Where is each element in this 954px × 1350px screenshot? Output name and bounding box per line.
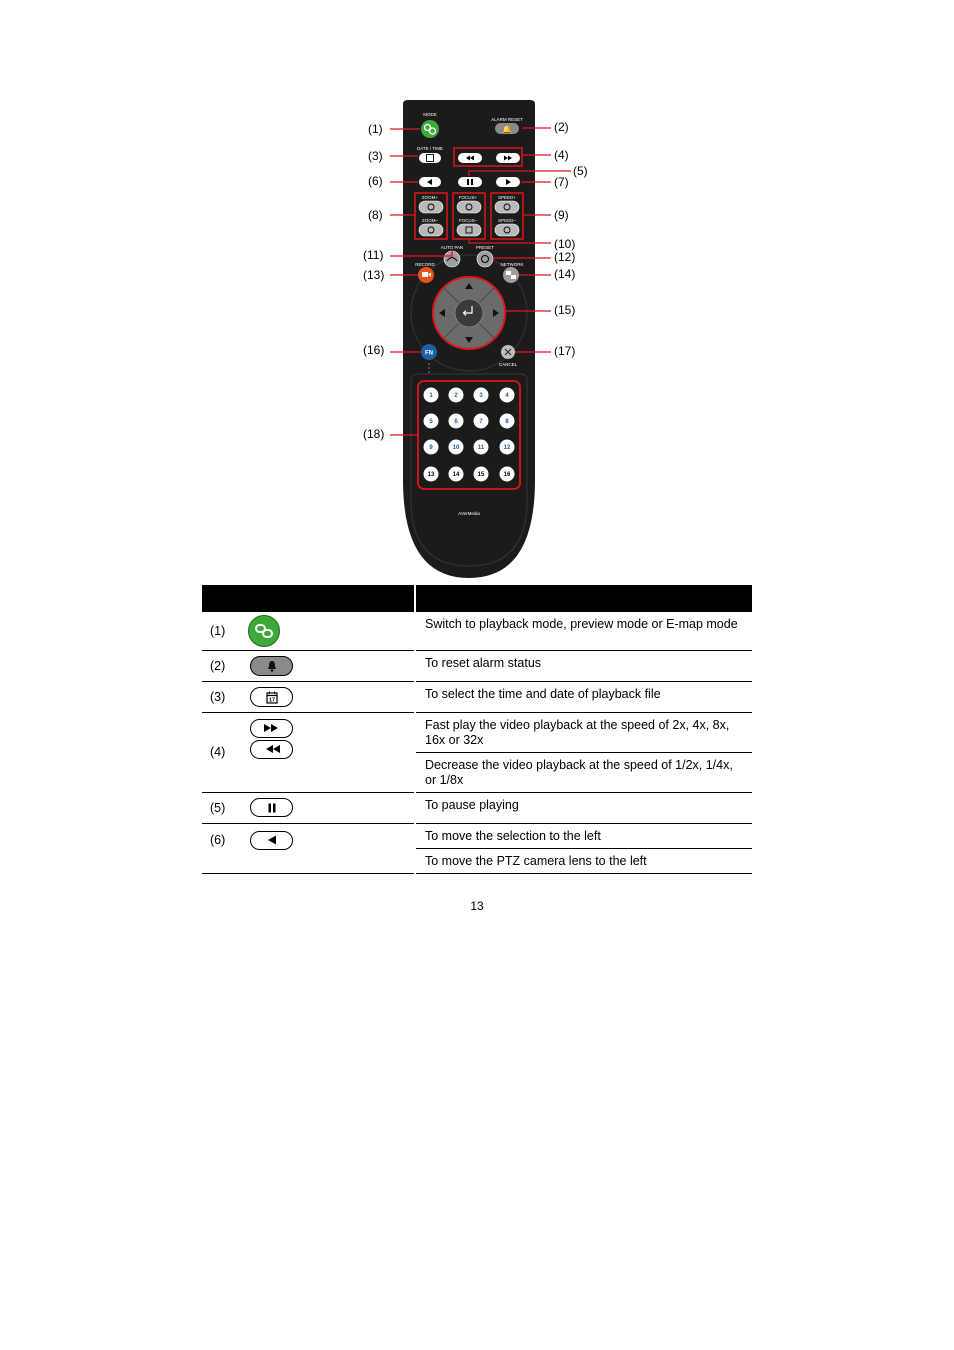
row-description: To move the selection to the left (416, 823, 752, 848)
mode-label: MODE (423, 112, 437, 117)
zoom-plus-button (419, 201, 443, 213)
callout-5: (5) (573, 164, 588, 178)
number-key-label: 12 (503, 445, 511, 452)
preset-label: PRESET (475, 245, 495, 250)
row-number: (1) (202, 612, 248, 650)
callout-9: (9) (554, 208, 569, 222)
callout-2: (2) (554, 120, 569, 134)
number-key-label: 10 (452, 445, 460, 452)
focus-plus-label: FOCUS+ (458, 195, 478, 200)
callout-15: (15) (554, 303, 576, 317)
callout-6: (6) (368, 174, 383, 188)
pause-icon (250, 798, 293, 817)
callout-17: (17) (554, 344, 576, 358)
mode-icon (248, 615, 280, 647)
number-key-label: 8 (505, 419, 509, 426)
focus-minus-button (457, 224, 481, 236)
number-key-label: 15 (477, 472, 485, 479)
button-function-table (202, 585, 752, 874)
svg-text:17: 17 (268, 697, 275, 703)
auto-pan-label: AUTO PAN (440, 245, 464, 250)
cancel-label: CANCEL (498, 362, 518, 367)
row-number: (4) (202, 712, 248, 792)
alarm-reset-label: ALARM RESET (491, 117, 523, 122)
number-key-label: 2 (454, 393, 458, 400)
callout-14: (14) (554, 267, 576, 281)
speed-plus-button (495, 201, 519, 213)
callout-8: (8) (368, 208, 383, 222)
speed-minus-button (495, 224, 519, 236)
date-time-label: DATE / TIME (416, 146, 444, 151)
network-label: NETWORK (500, 262, 524, 267)
left-arrow-icon (250, 831, 293, 850)
record-label: RECORD (415, 262, 435, 267)
row-description: Fast play the video playback at the speed of 2x, 4x, 8x, 16x or 32x (416, 712, 752, 752)
callout-13: (13) (363, 268, 385, 282)
row-number: (2) (202, 650, 248, 681)
number-key-label: 16 (503, 472, 511, 479)
rewind-icon (250, 740, 293, 759)
zoom-minus-label: ZOOM– (421, 218, 439, 223)
fn-label: FN (425, 350, 433, 357)
callout-11: (11) (363, 248, 384, 262)
preset-button (477, 251, 493, 267)
table-row (202, 650, 752, 681)
number-key-label: 9 (429, 445, 433, 452)
alarm-reset-icon (250, 656, 293, 676)
zoom-minus-button (419, 224, 443, 236)
table-row (202, 823, 752, 848)
row-description: To pause playing (416, 792, 752, 823)
callout-18: (18) (363, 427, 385, 441)
callout-10: (10) (554, 237, 576, 251)
number-key-label: 5 (429, 419, 433, 426)
row-number: (6) (202, 823, 248, 873)
table-row (202, 612, 752, 650)
table-row (202, 681, 752, 712)
row-description: To select the time and date of playback file (416, 681, 752, 712)
table-row (202, 792, 752, 823)
calendar-icon (250, 687, 293, 707)
callout-12: (12) (554, 250, 576, 264)
table-header-col-2 (416, 585, 752, 612)
number-key-label: 13 (427, 472, 435, 479)
table-header-col-1 (202, 585, 414, 612)
row-description: To reset alarm status (416, 650, 752, 681)
speed-minus-label: SPEED– (498, 218, 516, 223)
row-number: (3) (202, 681, 248, 712)
zoom-plus-label: ZOOM+ (421, 195, 439, 200)
remote-control-figure (0, 0, 954, 580)
speed-plus-label: SPEED+ (498, 195, 516, 200)
svg-text:🔔: 🔔 (502, 125, 512, 134)
callout-3: (3) (368, 149, 383, 163)
pause-button (458, 177, 482, 187)
callout-16: (16) (363, 343, 385, 357)
callout-1: (1) (368, 122, 383, 136)
number-key-label: 1 (429, 393, 433, 400)
row-description: Decrease the video playback at the speed of 1/2x, 1/4x, or 1/8x (416, 752, 752, 792)
number-key-label: 11 (477, 445, 485, 452)
brand-label: AVerMedia (458, 511, 480, 516)
focus-plus-button (457, 201, 481, 213)
table-header (202, 585, 752, 612)
row-number: (5) (202, 792, 248, 823)
fast-forward-icon (250, 719, 293, 738)
row-description: To move the PTZ camera lens to the left (416, 848, 752, 873)
row-description: Switch to playback mode, preview mode or E-map mode (416, 612, 752, 650)
focus-minus-label: FOCUS– (458, 218, 478, 223)
number-key-label: 14 (452, 472, 460, 479)
number-key-label: 4 (505, 393, 509, 400)
number-key-label: 6 (454, 419, 458, 426)
number-key-label: 7 (479, 419, 483, 426)
callout-7: (7) (554, 175, 569, 189)
page-number: 13 (470, 899, 484, 913)
number-key-label: 3 (479, 393, 483, 400)
callout-4: (4) (554, 148, 569, 162)
table-row (202, 712, 752, 752)
